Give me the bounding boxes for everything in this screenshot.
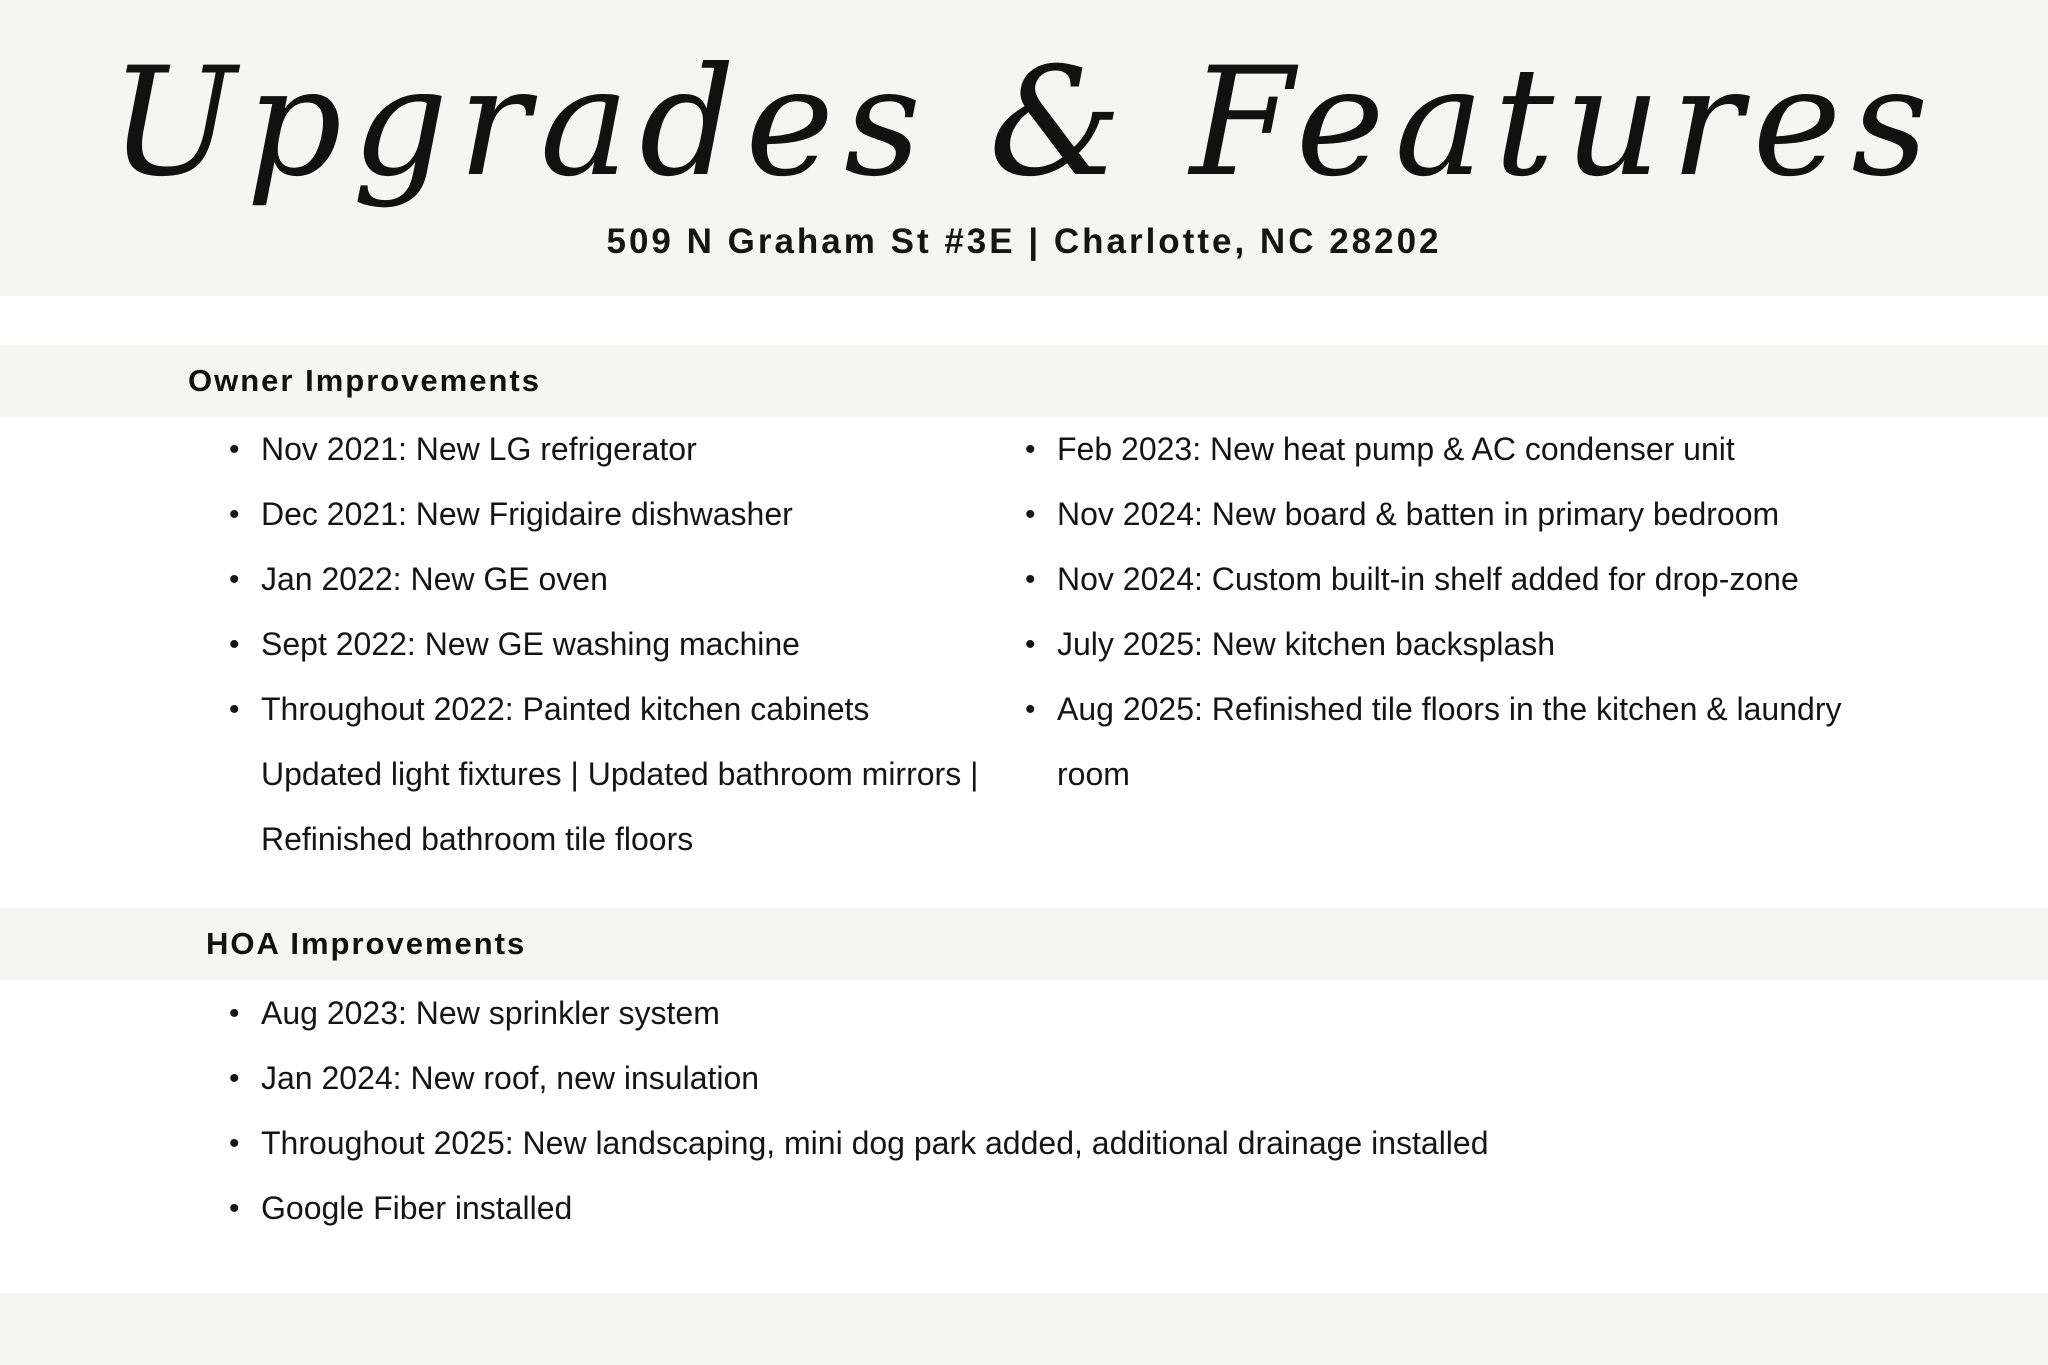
list-item: • Throughout 2022: Painted kitchen cabinets Updated light fixtures | Updated bathroom mirrors | Refinished bathroom tile floors bbox=[229, 677, 989, 872]
owner-list-right bbox=[1025, 417, 1905, 807]
list-item: • Nov 2024: Custom built-in shelf added for drop-zone bbox=[1025, 547, 1905, 612]
list-item: • Aug 2023: New sprinkler system bbox=[229, 981, 1929, 1046]
list-item: • Feb 2023: New heat pump & AC condenser unit bbox=[1025, 417, 1905, 482]
property-address: 509 N Graham St #3E | Charlotte, NC 28202 bbox=[606, 222, 1442, 261]
hoa-section-title: HOA Improvements bbox=[206, 926, 527, 961]
list-item: • Dec 2021: New Frigidaire dishwasher bbox=[229, 482, 989, 547]
list-item: • Jan 2024: New roof, new insulation bbox=[229, 1046, 1929, 1111]
list-item: • Nov 2021: New LG refrigerator bbox=[229, 417, 989, 482]
hoa-list bbox=[229, 981, 1929, 1241]
list-item: • Google Fiber installed bbox=[229, 1176, 1929, 1241]
list-item: • Sept 2022: New GE washing machine bbox=[229, 612, 989, 677]
list-item: • Jan 2022: New GE oven bbox=[229, 547, 989, 612]
page-title: Upgrades & Features bbox=[109, 36, 1939, 210]
list-item: • Throughout 2025: New landscaping, mini dog park added, additional drainage installed bbox=[229, 1111, 1929, 1176]
list-item: • July 2025: New kitchen backsplash bbox=[1025, 612, 1905, 677]
owner-section-title: Owner Improvements bbox=[188, 363, 541, 398]
owner-list-left bbox=[229, 417, 989, 872]
footer-band bbox=[0, 1293, 2048, 1365]
list-item: • Aug 2025: Refinished tile floors in the kitchen & laundry room bbox=[1025, 677, 1905, 807]
list-item: • Nov 2024: New board & batten in primary bedroom bbox=[1025, 482, 1905, 547]
